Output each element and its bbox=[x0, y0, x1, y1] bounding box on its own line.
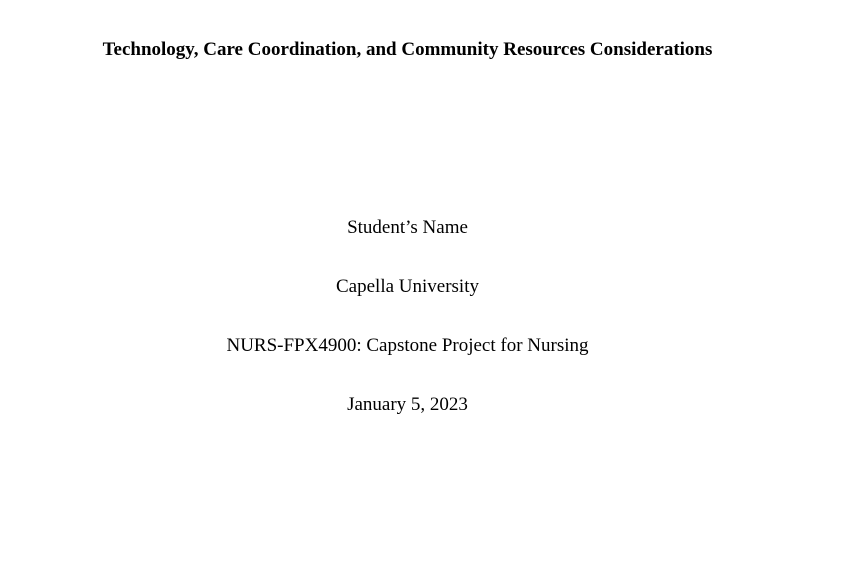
submission-date: January 5, 2023 bbox=[347, 394, 468, 415]
student-name: Student’s Name bbox=[347, 217, 468, 238]
course-name: NURS-FPX4900: Capstone Project for Nursing bbox=[226, 335, 589, 356]
paper-title: Technology, Care Coordination, and Community Resources Considerations bbox=[102, 39, 713, 60]
institution-name: Capella University bbox=[336, 276, 479, 297]
